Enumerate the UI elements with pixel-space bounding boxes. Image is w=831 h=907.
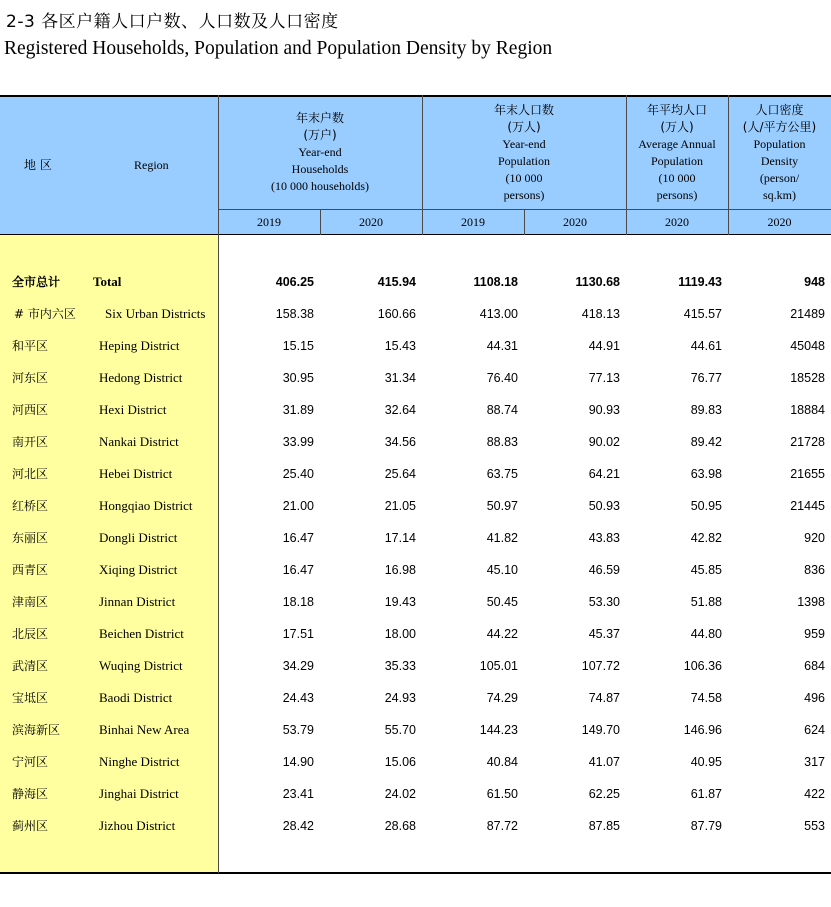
table-cell: 44.61: [690, 339, 722, 353]
table-cell: 50.93: [588, 499, 620, 513]
year-label: 2020: [665, 215, 689, 229]
table-row: [0, 746, 831, 778]
table-cell: 948: [804, 275, 825, 289]
table-cell: 16.47: [282, 531, 314, 545]
households-header-zh: 年末户数: [295, 111, 344, 125]
table-row: [0, 810, 831, 842]
avg-population-header-en-unit: (10 000: [658, 171, 696, 185]
region-name-en: Jinghai District: [99, 786, 179, 801]
region-name-zh: 静海区: [12, 787, 49, 801]
region-name-zh: 西青区: [12, 563, 49, 577]
year-label: 2020: [359, 215, 383, 229]
header-rule: [0, 234, 831, 235]
table-cell: 51.88: [690, 595, 722, 609]
region-name-en: Ninghe District: [99, 754, 180, 769]
table-cell: 418.13: [581, 307, 620, 321]
region-name-zh: 东丽区: [12, 531, 49, 545]
table-cell: 422: [804, 787, 825, 801]
region-name-en: Jinnan District: [99, 594, 176, 609]
avg-population-header-unit: (万人): [660, 120, 694, 134]
population-header-en-unit: (10 000: [505, 171, 543, 185]
region-name-en: Dongli District: [99, 530, 178, 545]
table-cell: 18.18: [282, 595, 314, 609]
table-cell: 317: [804, 755, 825, 769]
table-cell: 50.97: [486, 499, 518, 513]
table-cell: 30.95: [282, 371, 314, 385]
table-cell: 40.95: [690, 755, 722, 769]
table-cell: 836: [804, 563, 825, 577]
table-cell: 406.25: [275, 275, 314, 289]
table-cell: 61.50: [486, 787, 518, 801]
data-table: [0, 95, 831, 875]
table-cell: 160.66: [377, 307, 416, 321]
table-cell: 53.79: [282, 723, 314, 737]
table-row: [0, 778, 831, 810]
density-header-en-unit: sq.km): [763, 188, 796, 202]
density-header-en: Density: [760, 154, 799, 168]
density-header-en-unit: (person/: [759, 171, 800, 185]
table-cell: 146.96: [683, 723, 722, 737]
region-name-en: Hexi District: [99, 402, 167, 417]
region-name-zh: 宁河区: [12, 755, 49, 769]
population-header: [422, 102, 626, 204]
table-cell: 21655: [790, 467, 825, 481]
table-cell: 43.83: [588, 531, 620, 545]
table-cell: 920: [804, 531, 825, 545]
table-cell: 45.10: [486, 563, 518, 577]
table-cell: 87.72: [486, 819, 518, 833]
table-cell: 105.01: [479, 659, 518, 673]
table-cell: 17.51: [282, 627, 314, 641]
table-cell: 61.87: [690, 787, 722, 801]
region-name-en: Jizhou District: [99, 818, 176, 833]
table-row: [0, 394, 831, 426]
table-cell: 18.00: [384, 627, 416, 641]
region-name-zh: 武清区: [12, 659, 49, 673]
table-cell: 15.06: [384, 755, 416, 769]
table-cell: 415.57: [683, 307, 722, 321]
table-row: [0, 522, 831, 554]
table-cell: 684: [804, 659, 825, 673]
table-cell: 1398: [797, 595, 825, 609]
region-name-en: Nankai District: [99, 434, 179, 449]
table-cell: 90.93: [588, 403, 620, 417]
table-row: [0, 426, 831, 458]
region-name-zh: 北辰区: [12, 627, 49, 641]
table-cell: 15.15: [282, 339, 314, 353]
table-row: [0, 586, 831, 618]
region-name-zh: 河东区: [12, 371, 49, 385]
table-cell: 87.85: [588, 819, 620, 833]
population-header-en-unit: persons): [503, 188, 545, 202]
population-header-en: Population: [497, 154, 550, 168]
table-cell: 144.23: [479, 723, 518, 737]
year-label: 2019: [257, 215, 281, 229]
table-cell: 23.41: [282, 787, 314, 801]
region-name-zh: 宝坻区: [12, 691, 49, 705]
region-name-zh: 红桥区: [12, 499, 49, 513]
top-rule: [0, 95, 831, 97]
table-row: [0, 458, 831, 490]
region-name-en: Xiqing District: [99, 562, 178, 577]
table-cell: 34.56: [384, 435, 416, 449]
region-name-en: Hongqiao District: [99, 498, 193, 513]
table-row: [0, 490, 831, 522]
avg-population-header-en: Average Annual: [638, 137, 716, 151]
table-cell: 31.34: [384, 371, 416, 385]
region-name-zh: 滨海新区: [12, 723, 61, 737]
table-cell: 21728: [790, 435, 825, 449]
density-header-zh: 人口密度: [755, 103, 804, 117]
region-name-zh: 和平区: [12, 339, 49, 353]
region-name-en: Baodi District: [99, 690, 173, 705]
table-cell: 89.83: [690, 403, 722, 417]
population-header-zh: 年末人口数: [493, 103, 554, 117]
table-cell: 149.70: [581, 723, 620, 737]
table-cell: 18528: [790, 371, 825, 385]
table-row: [0, 650, 831, 682]
table-cell: 42.82: [690, 531, 722, 545]
table-cell: 14.90: [282, 755, 314, 769]
table-row: [0, 298, 831, 330]
table-cell: 28.68: [384, 819, 416, 833]
region-header-en: Region: [134, 158, 169, 172]
households-header: [218, 110, 422, 195]
table-cell: 24.02: [384, 787, 416, 801]
table-cell: 88.83: [486, 435, 518, 449]
table-cell: 88.74: [486, 403, 518, 417]
table-cell: 31.89: [282, 403, 314, 417]
table-cell: 50.95: [690, 499, 722, 513]
table-cell: 25.40: [282, 467, 314, 481]
table-cell: 415.94: [377, 275, 416, 289]
table-cell: 19.43: [384, 595, 416, 609]
households-header-en: Year-end: [298, 145, 342, 159]
avg-population-header-en-unit: persons): [656, 188, 698, 202]
population-header-en: Year-end: [502, 137, 546, 151]
region-name-en: Wuqing District: [99, 658, 183, 673]
table-cell: 21.05: [384, 499, 416, 513]
region-name-en: Six Urban Districts: [105, 306, 206, 321]
table-row: [0, 330, 831, 362]
table-row: [0, 618, 831, 650]
table-cell: 41.82: [486, 531, 518, 545]
bottom-rule: [0, 872, 831, 874]
region-name-en: Hedong District: [99, 370, 183, 385]
table-cell: 63.98: [690, 467, 722, 481]
table-cell: 959: [804, 627, 825, 641]
table-cell: 76.40: [486, 371, 518, 385]
table-cell: 76.77: [690, 371, 722, 385]
table-cell: 24.43: [282, 691, 314, 705]
table-cell: 21.00: [282, 499, 314, 513]
avg-population-header-zh: 年平均人口: [646, 103, 707, 117]
table-cell: 44.80: [690, 627, 722, 641]
table-cell: 25.64: [384, 467, 416, 481]
table-cell: 87.79: [690, 819, 722, 833]
table-cell: 74.29: [486, 691, 518, 705]
region-name-zh: 全市总计: [12, 275, 61, 289]
table-cell: 90.02: [588, 435, 620, 449]
table-cell: 74.87: [588, 691, 620, 705]
table-row: [0, 554, 831, 586]
table-cell: 21445: [790, 499, 825, 513]
table-cell: 28.42: [282, 819, 314, 833]
region-name-en: Heping District: [99, 338, 180, 353]
region-name-en: Beichen District: [99, 626, 184, 641]
table-cell: 74.58: [690, 691, 722, 705]
table-cell: 16.98: [384, 563, 416, 577]
table-cell: 33.99: [282, 435, 314, 449]
density-header: [728, 102, 831, 204]
table-cell: 44.91: [588, 339, 620, 353]
table-cell: 15.43: [384, 339, 416, 353]
table-cell: 106.36: [683, 659, 722, 673]
table-cell: 496: [804, 691, 825, 705]
table-row: [0, 362, 831, 394]
region-name-en: Binhai New Area: [99, 722, 190, 737]
table-cell: 1108.18: [473, 275, 518, 289]
table-cell: 62.25: [588, 787, 620, 801]
table-cell: 1119.43: [678, 275, 722, 289]
avg-population-header-en: Population: [650, 154, 703, 168]
table-cell: 624: [804, 723, 825, 737]
table-cell: 45.85: [690, 563, 722, 577]
table-cell: 158.38: [275, 307, 314, 321]
table-cell: 35.33: [384, 659, 416, 673]
table-cell: 46.59: [588, 563, 620, 577]
region-name-zh: 南开区: [12, 435, 49, 449]
avg-population-header: [626, 102, 728, 204]
table-cell: 107.72: [581, 659, 620, 673]
table-cell: 21489: [790, 307, 825, 321]
region-name-zh: 津南区: [12, 595, 49, 609]
table-cell: 55.70: [384, 723, 416, 737]
region-header-zh: 地 区: [24, 158, 52, 172]
year-label: 2020: [563, 215, 587, 229]
density-header-en: Population: [753, 137, 806, 151]
population-header-unit: (万人): [507, 120, 541, 134]
table-cell: 17.14: [384, 531, 416, 545]
region-name-en: Total: [93, 274, 122, 289]
table-cell: 45.37: [588, 627, 620, 641]
households-header-en-unit: (10 000 households): [271, 179, 369, 193]
table-cell: 24.93: [384, 691, 416, 705]
density-header-unit: (人/平方公里): [742, 120, 817, 134]
year-label: 2020: [767, 215, 792, 229]
region-name-zh: 河西区: [12, 403, 49, 417]
table-title-zh: 2-3 各区户籍人口户数、人口数及人口密度: [6, 12, 339, 32]
table-cell: 53.30: [588, 595, 620, 609]
table-cell: 45048: [790, 339, 825, 353]
region-name-zh: 河北区: [12, 467, 49, 481]
table-row-total: [0, 266, 831, 298]
region-name-en: Hebei District: [99, 466, 173, 481]
table-row: [0, 714, 831, 746]
table-cell: 89.42: [690, 435, 722, 449]
table-cell: 413.00: [479, 307, 518, 321]
table-cell: 44.31: [486, 339, 518, 353]
table-cell: 50.45: [486, 595, 518, 609]
region-name-zh: 蓟州区: [12, 819, 49, 833]
table-cell: 32.64: [384, 403, 416, 417]
table-cell: 40.84: [486, 755, 518, 769]
table-cell: 553: [804, 819, 825, 833]
table-cell: 63.75: [486, 467, 518, 481]
table-cell: 41.07: [588, 755, 620, 769]
table-cell: 18884: [790, 403, 825, 417]
households-header-en: Households: [291, 162, 349, 176]
region-name-zh: # 市内六区: [14, 307, 76, 321]
table-cell: 34.29: [282, 659, 314, 673]
year-label: 2019: [461, 215, 485, 229]
table-cell: 16.47: [282, 563, 314, 577]
table-cell: 64.21: [588, 467, 620, 481]
table-row: [0, 682, 831, 714]
table-cell: 1130.68: [575, 275, 620, 289]
table-cell: 77.13: [588, 371, 620, 385]
table-title-en: Registered Households, Population and Population Density by Region: [4, 38, 553, 59]
households-header-unit: (万户): [303, 128, 337, 142]
table-cell: 44.22: [486, 627, 518, 641]
